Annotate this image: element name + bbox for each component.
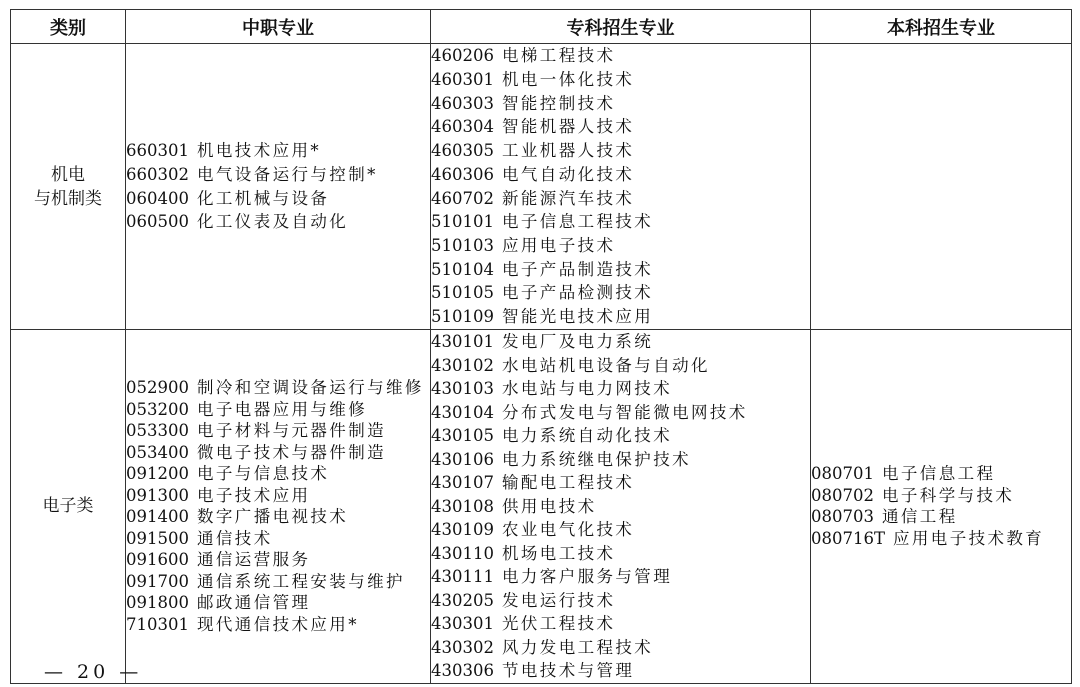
major-code: 660301 [126, 141, 189, 161]
major-code: 430103 [431, 379, 494, 398]
major-code: 430205 [431, 590, 494, 610]
major-entry [431, 471, 810, 495]
major-name: 电子产品检测技术 [502, 283, 654, 303]
major-code: 053300 [126, 421, 189, 441]
major-code: 091800 [126, 593, 189, 613]
major-code: 430101 [431, 332, 494, 351]
undergraduate-cell [811, 44, 1072, 330]
major-name: 电力系统自动化技术 [502, 426, 673, 445]
major-code: 510105 [431, 283, 494, 303]
major-name: 通信运营服务 [197, 550, 311, 570]
major-code: 080701 [811, 464, 874, 484]
major-name: 电气自动化技术 [502, 164, 635, 184]
major-name: 邮政通信管理 [197, 593, 311, 613]
major-name: 智能光电技术应用 [502, 307, 654, 327]
major-code: 060400 [126, 188, 189, 208]
major-code: 460702 [431, 188, 494, 208]
major-name: 机电一体化技术 [502, 69, 635, 89]
major-entry [431, 377, 810, 401]
major-name: 电梯工程技术 [502, 46, 616, 66]
junior-college-cell [431, 44, 811, 330]
major-code: 080703 [811, 507, 874, 527]
major-code: 510103 [431, 235, 494, 255]
major-entry [126, 571, 430, 593]
major-code: 460306 [431, 164, 494, 184]
category-label: 机电 [51, 164, 85, 185]
category-cell [11, 330, 126, 684]
major-name: 智能机器人技术 [502, 117, 635, 137]
major-name: 发电运行技术 [502, 590, 616, 610]
table-row [11, 44, 1072, 330]
major-name: 通信系统工程安装与维护 [197, 571, 405, 591]
major-name: 微电子技术与器件制造 [197, 442, 386, 462]
major-entry [811, 528, 1071, 550]
undergraduate-cell [811, 330, 1072, 684]
major-code: 460305 [431, 141, 494, 161]
major-name: 电气设备运行与控制* [197, 164, 378, 184]
major-name: 水电站机电设备与自动化 [502, 355, 710, 375]
major-entry [126, 210, 430, 234]
major-entry [431, 354, 810, 378]
major-entry [431, 542, 810, 566]
major-entry [431, 115, 810, 139]
major-name: 化工机械与设备 [197, 188, 330, 208]
major-code: 091700 [126, 571, 189, 591]
secondary-vocational-cell [126, 330, 431, 684]
major-entry [431, 636, 810, 660]
major-entry [126, 592, 430, 614]
major-code: 430111 [431, 567, 494, 586]
major-entry [126, 549, 430, 571]
category-label: 电子类 [42, 496, 94, 517]
major-code: 053400 [126, 442, 189, 462]
secondary-vocational-cell [126, 44, 431, 330]
major-name: 电子材料与元器件制造 [197, 421, 386, 441]
major-code: 430301 [431, 614, 494, 633]
major-name: 电子信息工程 [882, 464, 996, 484]
major-entry [431, 234, 810, 258]
major-name: 制冷和空调设备运行与维修 [197, 378, 424, 398]
major-entry [126, 614, 430, 636]
major-entry [431, 163, 810, 187]
major-entry [126, 485, 430, 507]
major-code: 460303 [431, 93, 494, 113]
major-name: 电子电器应用与维修 [197, 399, 368, 419]
major-name: 供用电技术 [502, 496, 597, 516]
major-entry [811, 485, 1071, 507]
major-code: 510109 [431, 307, 494, 327]
major-code: 710301 [126, 614, 189, 634]
category-cell [11, 44, 126, 330]
major-code: 430107 [431, 473, 494, 492]
major-name: 节电技术与管理 [502, 661, 635, 680]
major-entry [431, 589, 810, 613]
major-entry [431, 139, 810, 163]
major-code: 430105 [431, 426, 494, 445]
major-name: 通信技术 [197, 528, 273, 548]
major-code: 430306 [431, 661, 494, 680]
major-name: 机电技术应用* [197, 141, 322, 161]
major-name: 光伏工程技术 [502, 614, 616, 633]
major-entry [431, 305, 810, 329]
major-entry [431, 424, 810, 448]
major-name: 风力发电工程技术 [502, 637, 654, 657]
major-name: 电子科学与技术 [882, 485, 1015, 505]
major-name: 智能控制技术 [502, 93, 616, 113]
major-name: 电子技术应用 [197, 485, 311, 505]
major-code: 080702 [811, 485, 874, 505]
major-entry [126, 528, 430, 550]
major-entry [431, 495, 810, 519]
major-entry [431, 281, 810, 305]
major-entry [431, 92, 810, 116]
major-code: 052900 [126, 378, 189, 398]
major-entry [431, 401, 810, 425]
major-entry [126, 187, 430, 211]
major-code: 660302 [126, 164, 189, 184]
major-code: 091200 [126, 464, 189, 484]
major-name: 现代通信技术应用* [197, 614, 359, 634]
major-code: 053200 [126, 399, 189, 419]
major-code: 430102 [431, 355, 494, 375]
major-name: 电力系统继电保护技术 [502, 449, 691, 469]
major-entry [126, 399, 430, 421]
major-entry [811, 463, 1071, 485]
category-label: 与机制类 [34, 188, 102, 209]
major-name: 分布式发电与智能微电网技术 [502, 402, 748, 422]
major-name: 电子信息工程技术 [502, 212, 654, 232]
major-name: 发电厂及电力系统 [502, 332, 654, 351]
major-entry [126, 442, 430, 464]
header-secondary-vocational: 中职专业 [126, 10, 431, 44]
major-entry [431, 612, 810, 636]
major-code: 510101 [431, 212, 494, 232]
major-code: 060500 [126, 212, 189, 232]
major-entry [126, 377, 430, 399]
major-entry [126, 139, 430, 163]
major-catalog-table [10, 9, 1072, 684]
major-code: 091400 [126, 507, 189, 527]
major-entry [431, 44, 810, 68]
major-code: 430106 [431, 449, 494, 469]
major-name: 水电站与电力网技术 [502, 379, 673, 398]
major-code: 091500 [126, 528, 189, 548]
major-code: 430108 [431, 496, 494, 516]
major-name: 数字广播电视技术 [197, 507, 349, 527]
major-code: 460206 [431, 46, 494, 66]
major-entry [431, 258, 810, 282]
major-entry [431, 518, 810, 542]
table-row [11, 330, 1072, 684]
major-entry [126, 420, 430, 442]
major-entry [431, 68, 810, 92]
major-entry [811, 506, 1071, 528]
major-name: 通信工程 [882, 507, 958, 527]
major-code: 430302 [431, 637, 494, 657]
major-entry [431, 448, 810, 472]
major-name: 化工仪表及自动化 [197, 212, 349, 232]
major-code: 460301 [431, 69, 494, 89]
major-entry [126, 506, 430, 528]
major-entry [431, 659, 810, 683]
header-junior-college: 专科招生专业 [431, 10, 811, 44]
major-code: 460304 [431, 117, 494, 137]
major-code: 091300 [126, 485, 189, 505]
major-entry [431, 187, 810, 211]
major-entry [126, 163, 430, 187]
major-name: 电子产品制造技术 [502, 259, 654, 279]
major-entry [126, 463, 430, 485]
major-name: 机场电工技术 [502, 543, 616, 563]
major-code: 080716T [811, 528, 885, 548]
major-code: 091600 [126, 550, 189, 570]
major-entry [431, 565, 810, 589]
major-name: 农业电气化技术 [502, 520, 635, 539]
major-code: 510104 [431, 259, 494, 279]
major-name: 工业机器人技术 [502, 141, 635, 161]
major-name: 应用电子技术教育 [893, 528, 1045, 548]
major-name: 电力客户服务与管理 [502, 567, 673, 586]
junior-college-cell [431, 330, 811, 684]
major-entry [431, 330, 810, 354]
major-code: 430110 [431, 543, 494, 563]
header-category: 类别 [11, 10, 126, 44]
header-undergraduate: 本科招生专业 [811, 10, 1072, 44]
table-header-row [11, 10, 1072, 44]
major-name: 新能源汽车技术 [502, 188, 635, 208]
page-number: — 20 — [44, 661, 143, 683]
major-name: 应用电子技术 [502, 235, 616, 255]
major-name: 输配电工程技术 [502, 473, 635, 492]
major-code: 430109 [431, 520, 494, 539]
major-entry [431, 210, 810, 234]
major-name: 电子与信息技术 [197, 464, 330, 484]
major-code: 430104 [431, 402, 494, 422]
